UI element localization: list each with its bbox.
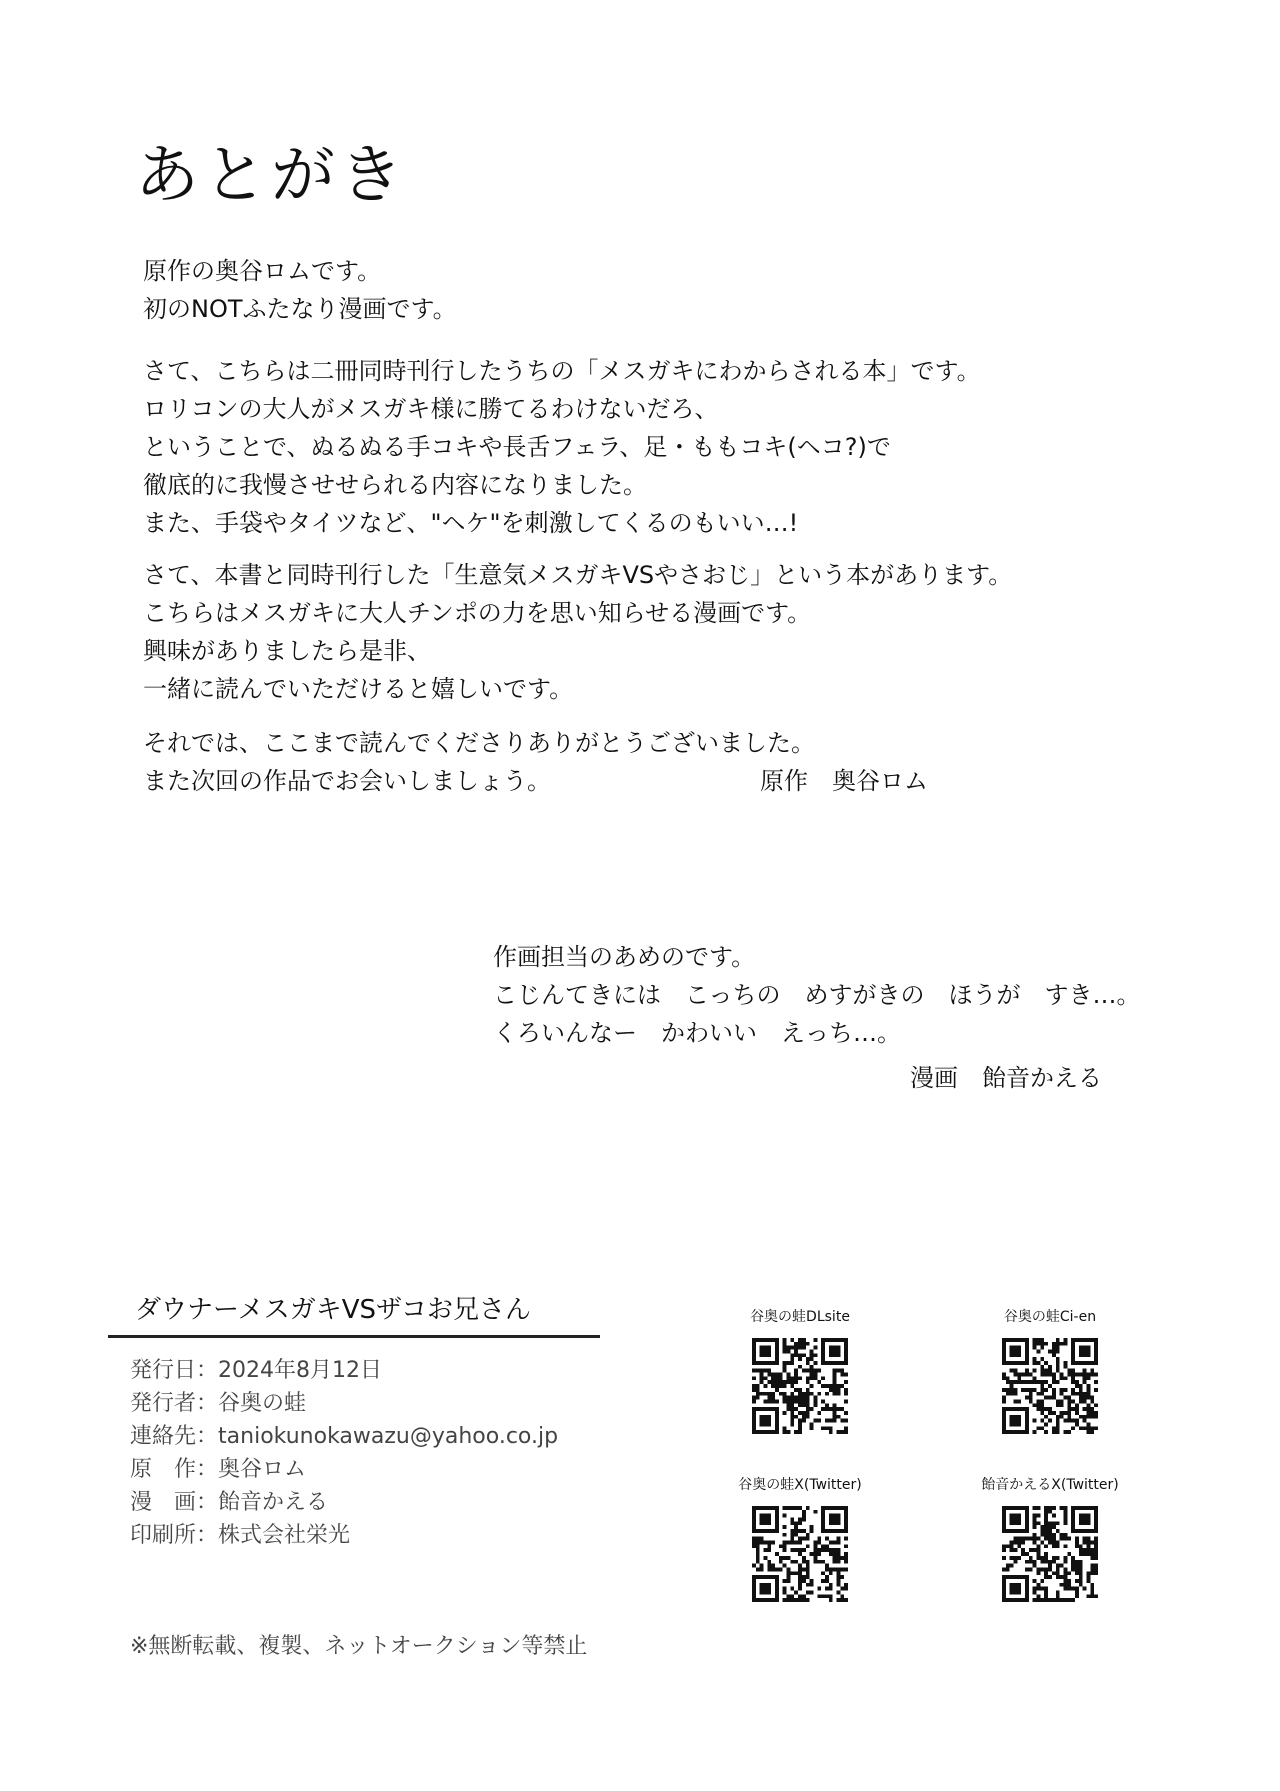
text-line: また、手袋やタイツなど、"ヘケ"を刺激してくるのもいい…!	[143, 509, 799, 537]
text-line: 徹底的に我慢させせられる内容になりました。	[143, 471, 647, 499]
text-line: こちらはメスガキに大人チンポの力を思い知らせる漫画です。	[143, 599, 812, 627]
colophon-label: 連絡先	[130, 1424, 197, 1449]
colophon-value: 奥谷ロム	[218, 1457, 307, 1482]
text-line: さて、本書と同時刊行した「生意気メスガキVSやさおじ」という本があります。	[143, 561, 1013, 589]
afterword-intro	[143, 252, 457, 328]
text-line: 初のNOTふたなり漫画です。	[143, 295, 457, 323]
qr-code[interactable]	[1002, 1506, 1098, 1602]
qr-label: 谷奥の蛙Ci-en	[1003, 1309, 1097, 1325]
qr-code[interactable]	[752, 1338, 848, 1434]
afterword-body-1	[143, 352, 981, 542]
qr-block-twitter-artist	[950, 1476, 1150, 1602]
artist-note	[493, 938, 1141, 1052]
text-line: さて、こちらは二冊同時刊行したうちの「メスガキにわからされる本」です。	[143, 357, 981, 385]
colophon-value: 株式会社栄光	[218, 1523, 351, 1548]
colophon-value: taniokunokawazu@yahoo.co.jp	[218, 1424, 559, 1449]
colophon-label: 印刷所	[130, 1523, 197, 1548]
author-signature: 原作 奥谷ロム	[760, 767, 928, 795]
colophon-row: 発行日：2024年8月12日	[130, 1358, 383, 1383]
colophon-row: 発行者：谷奥の蛙	[130, 1391, 307, 1416]
colophon-label: 原 作	[130, 1457, 197, 1482]
colophon-row: 漫 画：飴音かえる	[130, 1490, 329, 1515]
colophon-label: 漫 画	[130, 1490, 197, 1515]
text-line: ということで、ぬるぬる手コキや長舌フェラ、足・ももコキ(ヘコ?)で	[143, 433, 891, 461]
afterword-closing	[143, 724, 815, 800]
colophon-value: 飴音かえる	[218, 1490, 329, 1515]
colophon-label: 発行日	[130, 1358, 197, 1383]
colophon-row: 連絡先：taniokunokawazu@yahoo.co.jp	[130, 1424, 559, 1449]
text-line: 原作の奥谷ロムです。	[143, 257, 382, 285]
colophon-row: 原 作：奥谷ロム	[130, 1457, 307, 1482]
qr-block-cien	[950, 1308, 1150, 1434]
text-line: こじんてきには こっちの めすがきの ほうが すき…。	[493, 981, 1141, 1009]
text-line: 興味がありましたら是非、	[143, 637, 431, 665]
page-title: あとがき	[135, 139, 407, 213]
artist-signature: 漫画 飴音かえる	[910, 1064, 1102, 1092]
text-line: 作画担当のあめのです。	[493, 943, 756, 971]
text-line: それでは、ここまで読んでくださりありがとうございました。	[143, 729, 815, 757]
colophon-label: 発行者	[130, 1391, 197, 1416]
qr-code[interactable]	[1002, 1338, 1098, 1434]
colophon-row: 印刷所：株式会社栄光	[130, 1523, 351, 1548]
qr-label: 谷奥の蛙DLsite	[750, 1309, 850, 1325]
qr-label: 谷奥の蛙X(Twitter)	[738, 1477, 862, 1493]
qr-label: 飴音かえるX(Twitter)	[981, 1477, 1119, 1493]
divider	[108, 1335, 600, 1338]
colophon-value: 谷奥の蛙	[218, 1391, 307, 1416]
text-line: また次回の作品でお会いしましょう。	[143, 767, 551, 795]
qr-code[interactable]	[752, 1506, 848, 1602]
text-line: ロリコンの大人がメスガキ様に勝てるわけないだろ、	[143, 395, 719, 423]
afterword-body-2	[143, 556, 1012, 708]
colophon-value: 2024年8月12日	[218, 1358, 383, 1383]
qr-block-twitter-circle	[700, 1476, 900, 1602]
text-line: くろいんなー かわいい えっち…。	[493, 1019, 901, 1047]
text-line: 一緒に読んでいただけると嬉しいです。	[143, 675, 574, 703]
qr-block-dlsite	[700, 1308, 900, 1434]
copyright-notice: ※無断転載、複製、ネットオークション等禁止	[130, 1634, 588, 1659]
colophon	[130, 1354, 558, 1552]
book-title: ダウナーメスガキVSザコお兄さん	[135, 1295, 531, 1325]
